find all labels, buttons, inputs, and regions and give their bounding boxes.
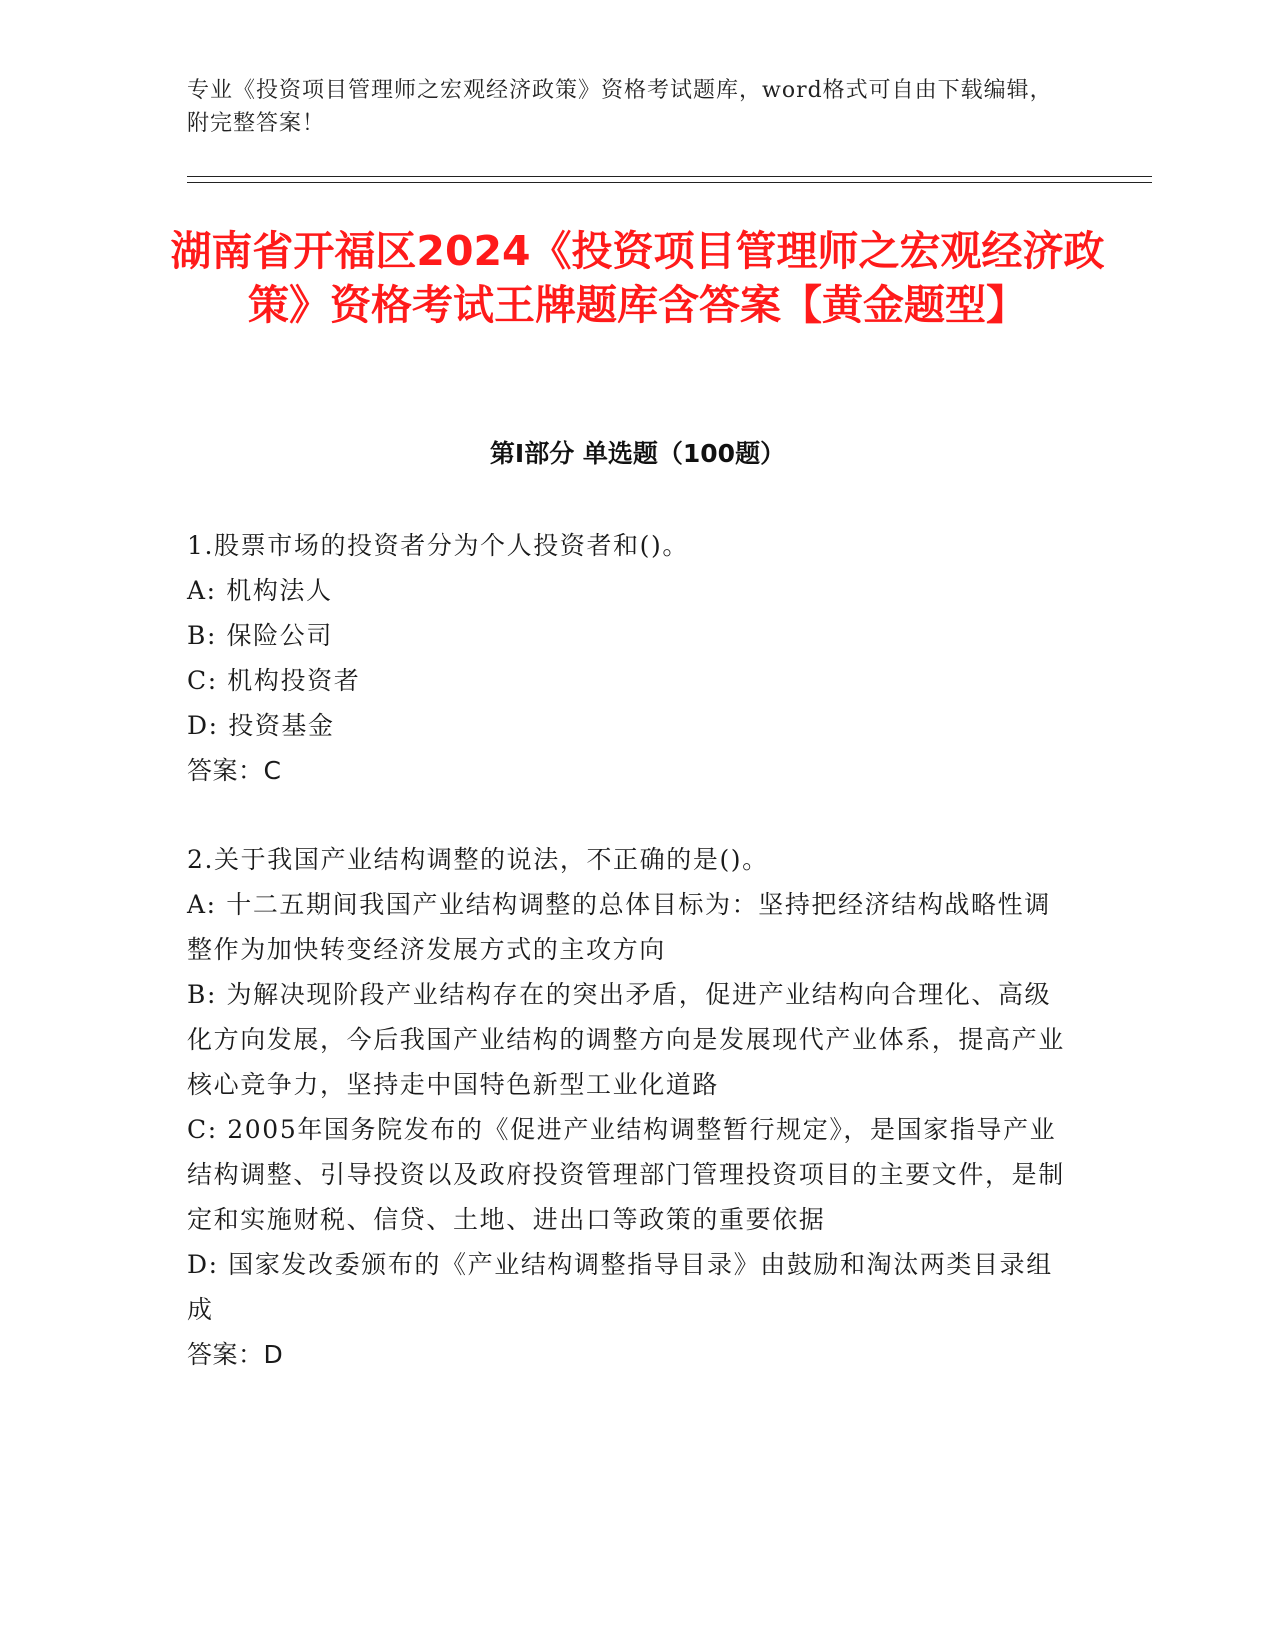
option-d: D: 投资基金	[187, 711, 335, 740]
header-rule-top	[187, 176, 1152, 177]
option-a: A: 十二五期间我国产业结构调整的总体目标为：坚持把经济结构战略性调整作为加快转变经济发展方式的主攻方向	[187, 890, 1051, 964]
question-1	[187, 523, 1077, 793]
document-title: 湖南省开福区2024《投资项目管理师之宏观经济政策》资格考试王牌题库含答案【黄金题型】	[170, 227, 1105, 329]
option-c: C: 2005年国务院发布的《促进产业结构调整暂行规定》，是国家指导产业结构调整、引导投资以及政府投资管理部门管理投资项目的主要文件，是制定和实施财税、信贷、土地、进出口等政策的重要依据	[187, 1115, 1065, 1234]
question-stem: 1.股票市场的投资者分为个人投资者和()。	[187, 531, 689, 560]
option-b: B: 为解决现阶段产业结构存在的突出矛盾，促进产业结构向合理化、高级化方向发展，今后我国产业结构的调整方向是发展现代产业体系，提高产业核心竞争力，坚持走中国特色新型工业化道路	[187, 980, 1065, 1099]
option-a: A: 机构法人	[187, 576, 333, 605]
option-c: C: 机构投资者	[187, 666, 361, 695]
question-2	[187, 837, 1077, 1377]
header-note: 专业《投资项目管理师之宏观经济政策》资格考试题库，word格式可自由下载编辑，附完整答案！	[187, 78, 1053, 136]
option-d: D: 国家发改委颁布的《产业结构调整指导目录》由鼓励和淘汰两类目录组成	[187, 1250, 1053, 1324]
answer: 答案：D	[187, 1340, 284, 1369]
answer: 答案：C	[187, 756, 282, 785]
question-stem: 2.关于我国产业结构调整的说法，不正确的是()。	[187, 845, 769, 874]
section-heading: 第Ⅰ部分 单选题（100题）	[489, 439, 786, 468]
question-list	[187, 523, 1077, 1377]
header-rule-bottom	[187, 182, 1152, 183]
option-b: B: 保险公司	[187, 621, 333, 650]
